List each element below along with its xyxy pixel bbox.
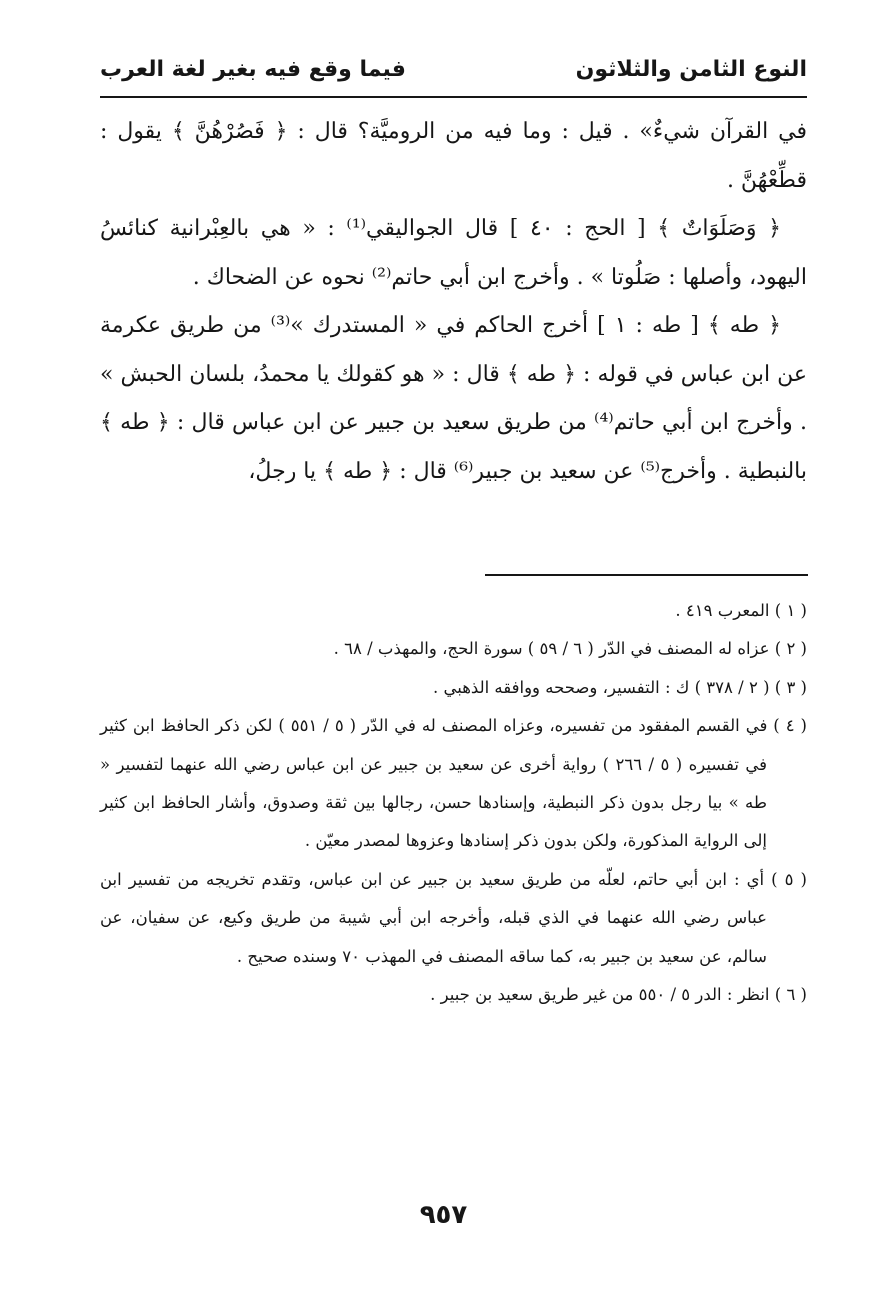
footnote-separator (485, 574, 808, 576)
footnote-5: ( ٥ ) أي : ابن أبي حاتم، لعلّه من طريق سعيد بن جبير عن ابن عباس، وتقدم تخريجه من تفسير ابن عباس رضي الله عنهما في الذي قبله، وأخرجه ابن أبي شيبة من طريق وكيع، عن سفيان، عن سالم، عن سعيد بن جبير به، كما ساقه المصنف في المهذب ٧٠ وسنده صحيح . (100, 869, 807, 966)
body-paragraph: في القرآن شيءٌ» . قيل : وما فيه من الروميَّة؟ قال : ﴿ فَصُرْهُنَّ ﴾ يقول : قطِّعْهُنَّ . (100, 119, 807, 193)
chapter-title: النوع الثامن والثلاثون (575, 56, 807, 82)
section-title: فيما وقع فيه بغير لغة العرب (100, 56, 406, 82)
footnote-4: ( ٤ ) في القسم المفقود من تفسيره، وعزاه المصنف له في الدّر ( ٥ / ٥٥١ ) لكن ذكر الحافظ ابن كثير في تفسيره ( ٥ / ٢٦٦ ) رواية أخرى عن سعيد بن جبير عن ابن عباس رضي الله عنهما لتفسير « طه » بيا رجل بدون ذكر النبطية، وإسنادها حسن، رجالها بين ثقة وصدوق، وأشار الحافظ ابن كثير إلى الرواية المذكورة، ولكن بدون ذكر إسنادها وعزوها لمصدر معيّن . (100, 716, 807, 851)
footnote-2: ( ٢ ) عزاه له المصنف في الدّر ( ٦ / ٥٩ ) سورة الحج، والمهذب / ٦٨ . (333, 639, 807, 659)
footnote-1: ( ١ ) المعرب ٤١٩ . (675, 601, 807, 620)
main-text (100, 108, 807, 496)
body-paragraph: ﴿ وَصَلَوَاتٌ ﴾ [ الحج : ٤٠ ] قال الجواليقي⁽¹⁾ : « هي بالعِبْرانية كنائسُ اليهود، وأصلها : صَلُوتا » . وأخرج ابن أبي حاتم⁽²⁾ نحوه عن الضحاك . (100, 216, 807, 290)
running-header (100, 44, 807, 94)
header-rule (100, 96, 807, 98)
page-number: ٩٥٧ (419, 1200, 468, 1230)
footnote-3: ( ٣ ) ( ٢ / ٣٧٨ ) ك : التفسير، وصححه ووافقه الذهبي . (432, 677, 807, 697)
body-paragraph: ﴿ طه ﴾ [ طه : ١ ] أخرج الحاكم في « المستدرك »⁽³⁾ من طريق عكرمة عن ابن عباس في قوله : ﴿ طه ﴾ قال : « هو كقولك يا محمدُ، بلسان الحبش » . وأخرج ابن أبي حاتم⁽⁴⁾ من طريق سعيد بن جبير عن ابن عباس قال : ﴿ طه ﴾ بالنبطية . وأخرج⁽⁵⁾ عن سعيد بن جبير⁽⁶⁾ قال : ﴿ طه ﴾ يا رجلُ، (100, 313, 807, 484)
footnotes (100, 592, 807, 1014)
footnote-6: ( ٦ ) انظر : الدر ٥ / ٥٥٠ من غير طريق سعيد بن جبير . (430, 985, 807, 1005)
